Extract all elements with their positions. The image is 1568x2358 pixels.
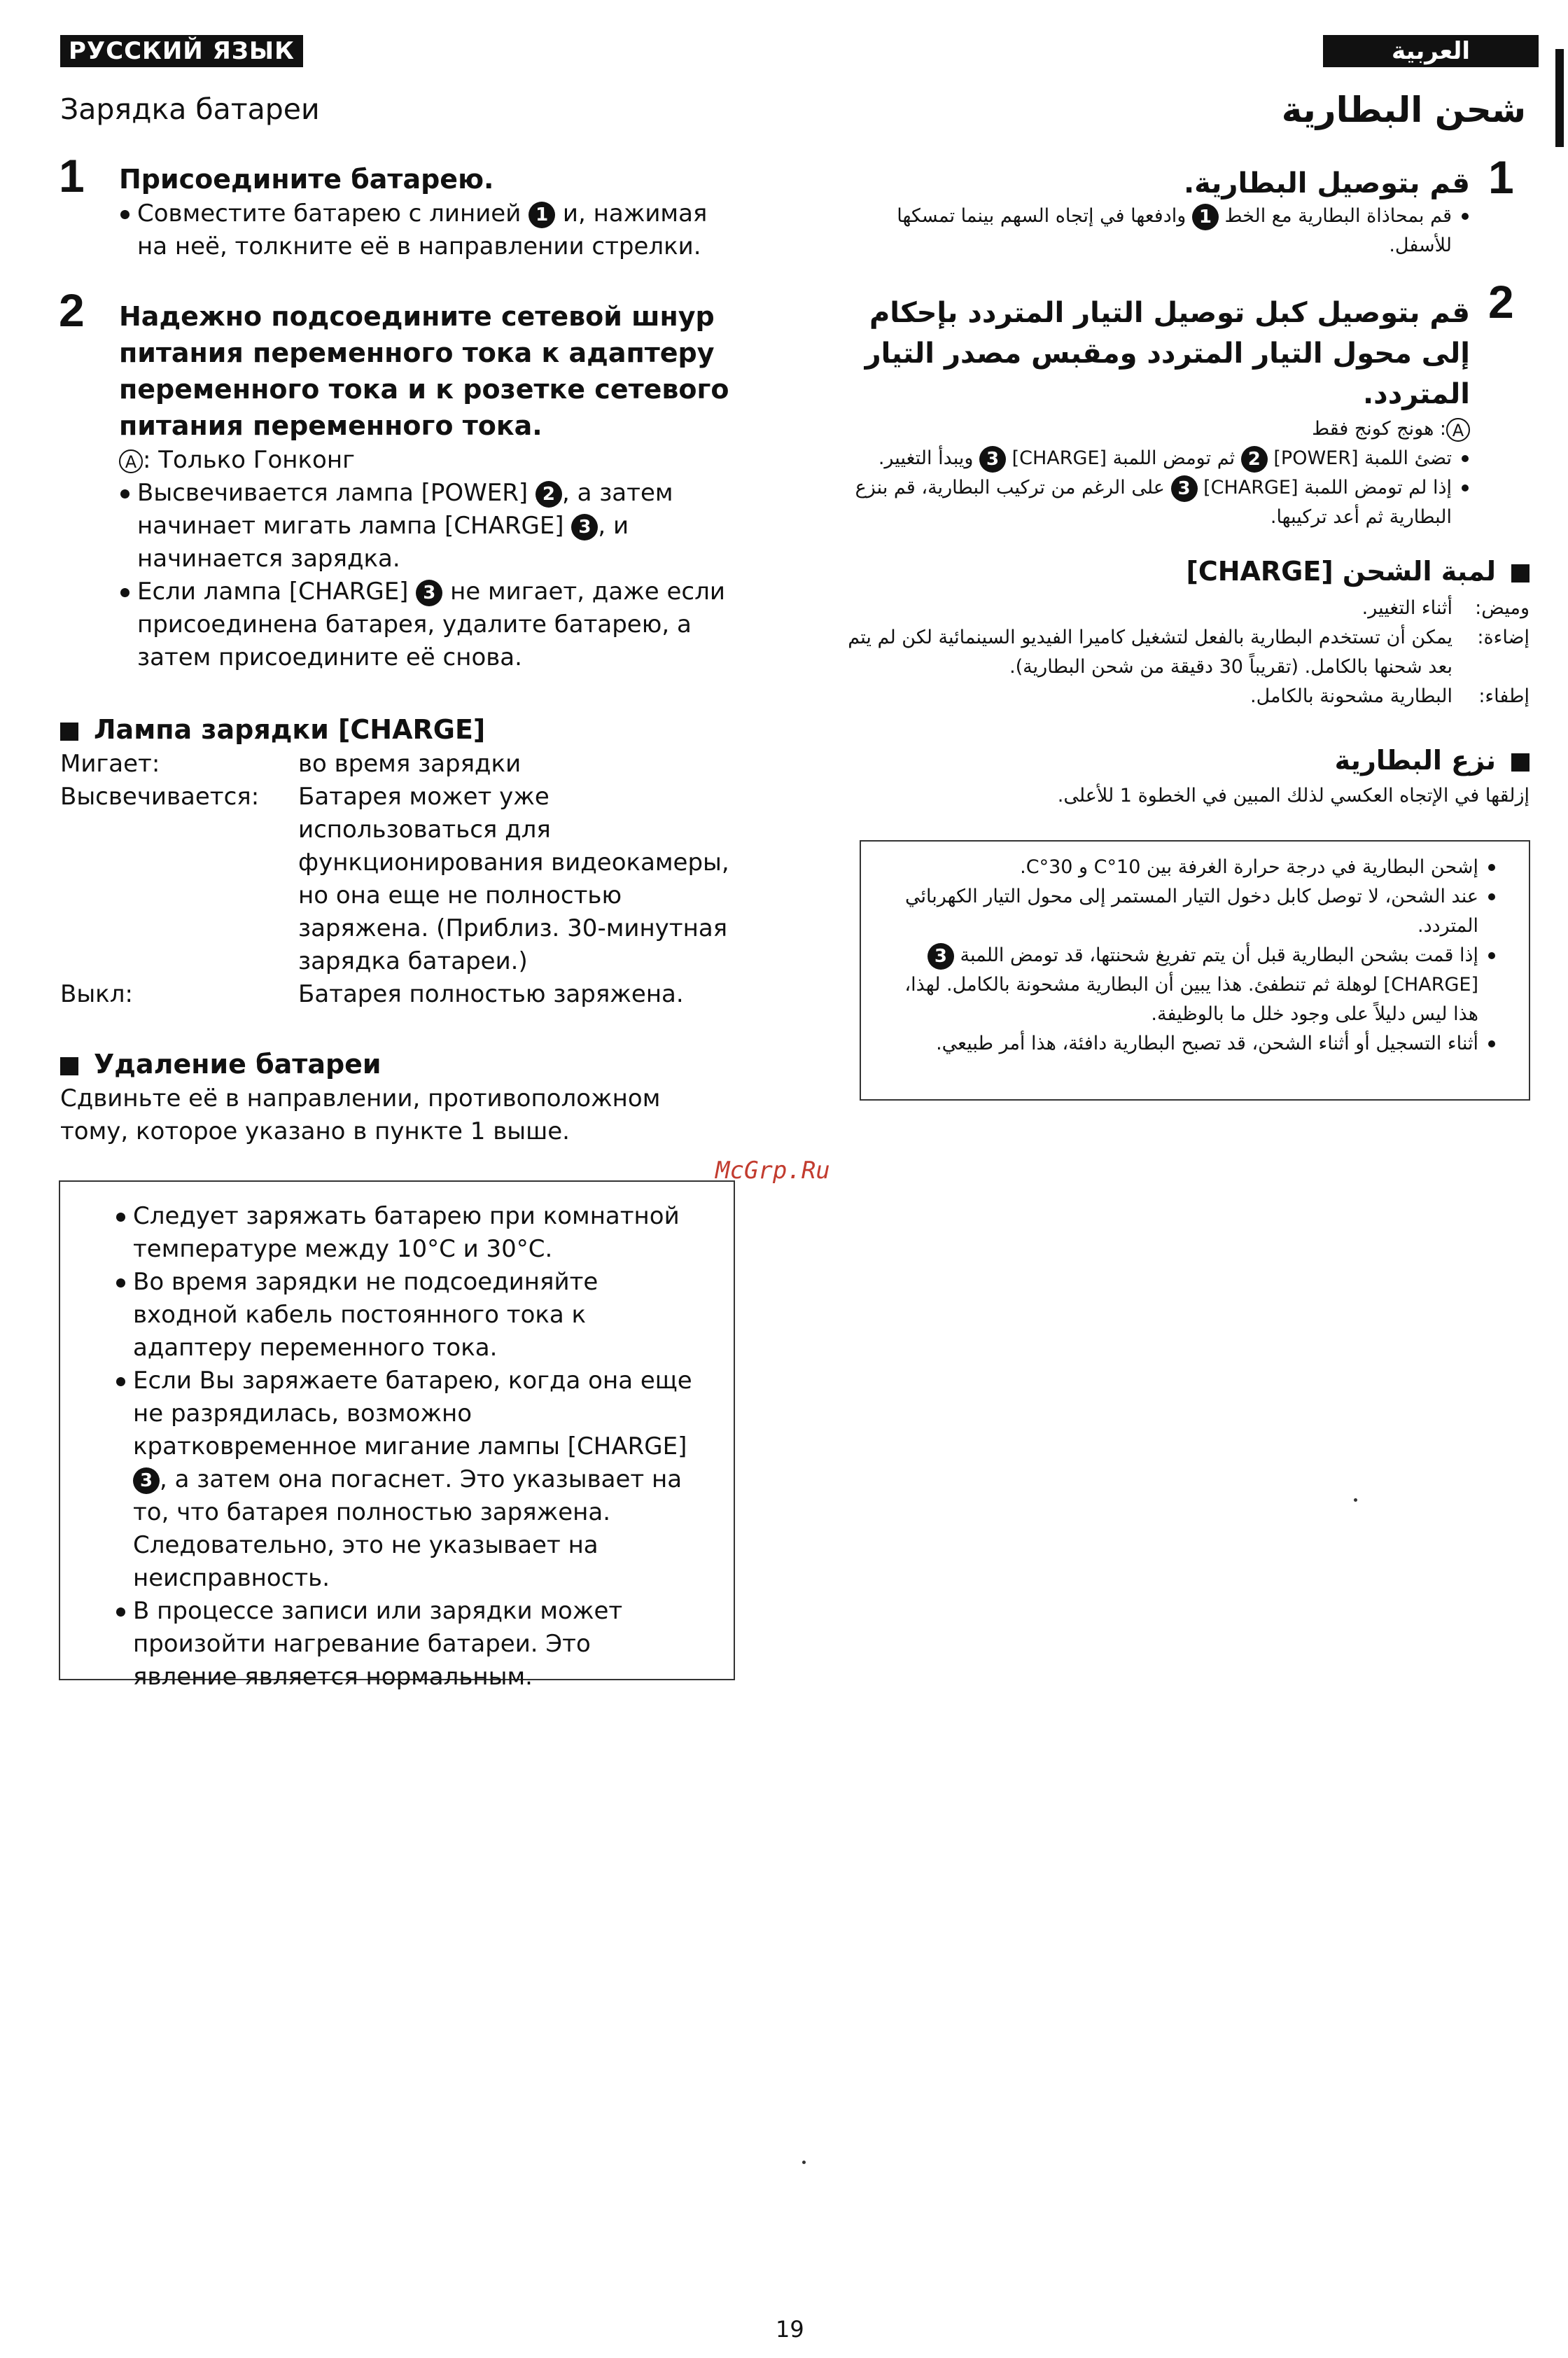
note-item: إذا قمت بشحن البطارية قبل أن يتم تفريغ شحنتها، قد تومض اللمبة 3 [CHARGE] لوهلة ثم تنطفئ. هذا يبين أن البطارية مشحونة بالكامل. لهذا، هذا ليس دليلاً على وجود خلل ما بالوظيفة. [889,941,1497,1029]
step-2 [119,298,735,674]
note-item: Во время зарядки не подсоединяйте входной кабель постоянного тока к адаптеру переменного тока. [115,1266,699,1365]
callout-number-icon: 2 [1241,446,1268,473]
step-2-arabic [847,293,1470,532]
remove-section [60,1046,718,1148]
callout-number-icon: 1 [1192,204,1219,230]
step-number: 1 [59,150,85,202]
notes-box [59,1180,735,1691]
note-item: Если Вы заряжаете батарею, когда она еще не разрядилась, возможно кратковременное мигание лампы [CHARGE] 3 , а затем она погаснет. Это указывает на то, что батарея полностью заряжена. Следовательно, это не указывает на неисправность. [115,1365,699,1595]
remove-section-arabic [847,742,1530,811]
callout-number-icon: 3 [416,580,442,606]
section-text: Сдвиньте её в направлении, противоположном тому, которое указано в пункте 1 выше. [60,1084,661,1145]
step-number: 1 [1488,151,1514,203]
page-number: 19 [776,2316,804,2343]
square-bullet-icon [60,723,78,741]
lamp-row: وميض: أثناء التغيير. [1362,597,1530,619]
section-text: إزلقها في الإتجاه العكسي لذلك المبين في الخطوة 1 للأعلى. [1057,785,1530,807]
bullet-item: Высвечивается лампа [POWER] 2 , а затем начинает мигать лампа [CHARGE] 3 , и начинается зарядка. [119,477,735,575]
callout-number-icon: 3 [927,943,954,970]
callout-number-icon: 3 [571,514,598,540]
watermark: McGrp.Ru [715,1157,830,1185]
language-tag-russian: РУССКИЙ ЯЗЫК [60,35,303,67]
bullet-item: تضئ اللمبة [POWER] 2 ثم تومض اللمبة [CHARGE] 3 ويبدأ التغيير. [847,444,1470,473]
lamp-section-arabic [847,553,1530,711]
section-title: Удаление батареи [60,1046,718,1082]
scan-speck [1354,1498,1357,1502]
note-item: Следует заряжать батарею при комнатной температуре между 10°C и 30°C. [115,1200,699,1266]
note-line: A: هونج كونج فقط [847,414,1470,444]
step-title: Присоедините батарею. [119,164,494,195]
bullet-item: قم بمحاذاة البطارية مع الخط 1 وادفعها في إتجاه السهم بينما تمسكها للأسفل. [861,202,1470,260]
lamp-row: إضاءة: يمكن أن تستخدم البطارية بالفعل لتشغيل كاميرا الفيديو السينمائية لكن لم يتم بعد شحنها بالكامل. (تقريباً 30 دقيقة من شحن البطارية). [848,627,1530,678]
callout-number-icon: 3 [133,1467,160,1494]
page-title-arabic: شحن البطارية [1281,90,1526,130]
page-edge-marker [1555,49,1564,147]
callout-number-icon: 3 [979,446,1006,473]
note-item: أثناء التسجيل أو أثناء الشحن، قد تصبح البطارية دافئة، هذا أمر طبيعي. [889,1029,1497,1059]
callout-number-icon: 3 [1171,475,1198,502]
callout-number-icon: 1 [528,202,555,228]
step-number: 2 [59,284,85,336]
note-item: إشحن البطارية في درجة حرارة الغرفة بين 10°C و 30°C. [889,853,1497,882]
page-title: Зарядка батареи [60,92,320,126]
circled-letter-icon: A [119,449,143,473]
notes-box-arabic [860,840,1530,1101]
bullet-item: إذا لم تومض اللمبة [CHARGE] 3 على الرغم من تركيب البطارية، قم بنزع البطارية ثم أعد تركيبها. [847,473,1470,532]
square-bullet-icon [60,1057,78,1075]
bullet-item: Совместите батарею с линией 1 и, нажимая на неё, толкните её в направлении стрелки. [119,197,735,263]
note-item: В процессе записи или зарядки может произойти нагревание батареи. Это явление является нормальным. [115,1595,699,1694]
section-title: نزع البطارية [847,742,1530,779]
lamp-row: إطفاء: البطارية مشحونة بالكامل. [1250,685,1530,707]
note-line: A : Только Гонконг [119,444,735,477]
language-tag-arabic: العربية [1323,35,1539,67]
bullet-item: Если лампа [CHARGE] 3 не мигает, даже если присоединена батарея, удалите батарею, а затем присоедините её снова. [119,575,735,674]
lamp-row: Высвечивается: Батарея может уже использоваться для функционирования видеокамеры, но она еще не полностью заряжена. (Приблиз. 30-минутная зарядка батареи.) [60,783,729,975]
lamp-row: Выкл: Батарея полностью заряжена. [60,980,684,1008]
scan-speck [802,2161,806,2164]
square-bullet-icon [1511,564,1530,582]
step-1 [119,161,735,263]
circled-letter-icon: A [1446,418,1470,442]
callout-number-icon: 2 [536,481,562,508]
step-1-arabic [861,165,1470,260]
lamp-row: Мигает: во время зарядки [60,750,522,778]
step-title: Надежно подсоедините сетевой шнур питания переменного тока к адаптеру переменного тока и к розетке сетевого питания переменного тока. [119,301,729,441]
step-title: قم بتوصيل البطارية. [1183,167,1470,200]
section-title: Лампа зарядки [CHARGE] [60,711,746,748]
step-number: 2 [1488,276,1514,328]
step-title: قم بتوصيل كبل توصيل التيار المتردد بإحكام إلى محول التيار المتردد ومقبس مصدر التيار المتردد. [864,297,1470,410]
section-title: لمبة الشحن [CHARGE] [847,553,1530,590]
lamp-section [60,711,746,1011]
square-bullet-icon [1511,753,1530,772]
note-item: عند الشحن، لا توصل كابل دخول التيار المستمر إلى محول التيار الكهربائي المتردد. [889,882,1497,941]
